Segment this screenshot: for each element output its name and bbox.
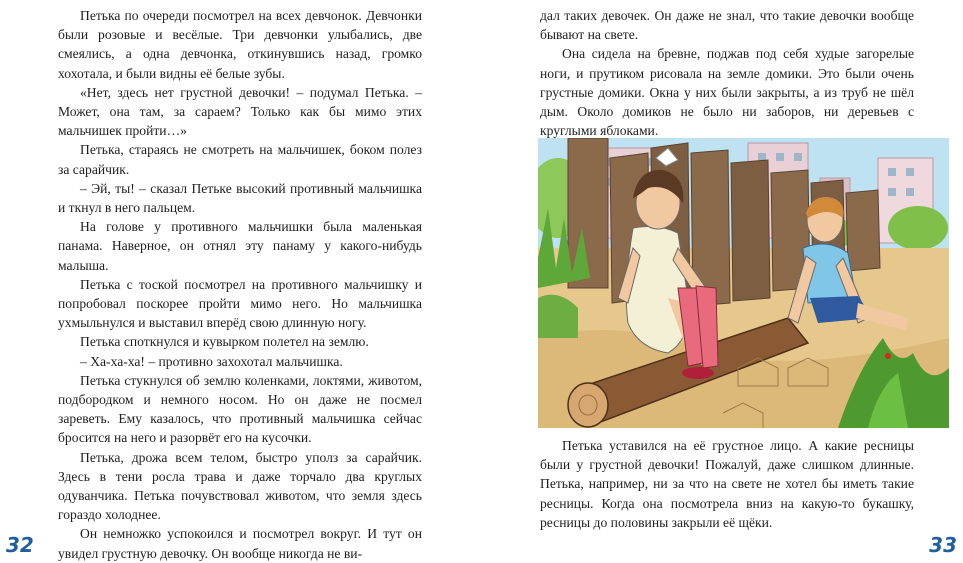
left-page	[0, 0, 480, 561]
ladybug-icon	[885, 353, 891, 359]
paragraph: Она сидела на бревне, поджав под себя худые загорелые ноги, и прутиком рисовала на земле домики. Это были очень грустные домики. Окна у них были закрыты, а из труб не шёл дым. Около домиков не было ни заборов, ни деревьев с круглыми яблоками.	[540, 46, 914, 139]
right-page	[482, 0, 963, 561]
left-page-text	[58, 6, 422, 563]
right-page-text-top	[540, 6, 914, 140]
paragraph: Петька с тоской посмотрел на противного мальчишку и попробовал поскорее пройти мимо него. Но мальчишка ухмыльнулся и выставил вперёд свою длинную ногу.	[58, 276, 422, 331]
paragraph: – Эй, ты! – сказал Петьке высокий противный мальчишка и ткнул в него пальцем.	[58, 180, 422, 216]
paragraph: Петька стукнулся об землю коленками, локтями, животом, подбородком и немного носом. Но он даже не посмел зареветь. Ему казалось, что противный мальчишка сейчас бросится на него и разорвёт его на кусочки.	[58, 372, 422, 446]
paragraph: Он немножко успокоился и посмотрел вокруг. И тут он увидел грустную девочку. Он вообще никогда не ви-	[58, 526, 422, 561]
page-number-left: 32	[6, 533, 34, 557]
paragraph: На голове у противного мальчишки была маленькая панама. Наверное, он отнял эту панаму у какого-нибудь малыша.	[58, 219, 422, 273]
paragraph-continuation: дал таких девочек. Он даже не знал, что такие девочки вообще бывают на свете.	[540, 8, 914, 43]
story-illustration	[538, 138, 949, 428]
paragraph: Петька споткнулся и кувырком полетел на землю.	[80, 334, 369, 350]
page-number-right: 33	[929, 533, 957, 557]
paragraph: Петька по очереди посмотрел на всех девчонок. Девчонки были розовые и весёлые. Три девчонки улыбались, две смеялись, а одна девчонка, откинувшись назад, громко хохотала, и были видны её белые зубы.	[58, 8, 422, 81]
paragraph: Петька, дрожа всем телом, быстро уполз за сарайчик. Здесь в тени росла трава и даже торчало два круглых одуванчика. Петька почувствовал животом, что земля здесь гораздо холоднее.	[58, 449, 422, 523]
paragraph: – Ха-ха-ха! – противно захохотал мальчишка.	[80, 353, 343, 369]
paragraph: Петька уставился на её грустное лицо. А какие ресницы были у грустной девочки! Пожалуй, даже слишком длинные. Петька, например, ни за что на свете не хотел бы иметь такие ресницы. Когда она посмотрела вниз на какую-то букашку, ресницы до половины закрыли её щёки.	[540, 438, 914, 530]
right-page-text-bottom	[540, 436, 914, 532]
paragraph: Петька, стараясь не смотреть на мальчишек, боком полез за сарайчик.	[58, 142, 422, 177]
paragraph: «Нет, здесь нет грустной девочки! – подумал Петька. – Может, она там, за сараем? Только как бы мимо этих мальчишек пройти…»	[58, 84, 422, 139]
